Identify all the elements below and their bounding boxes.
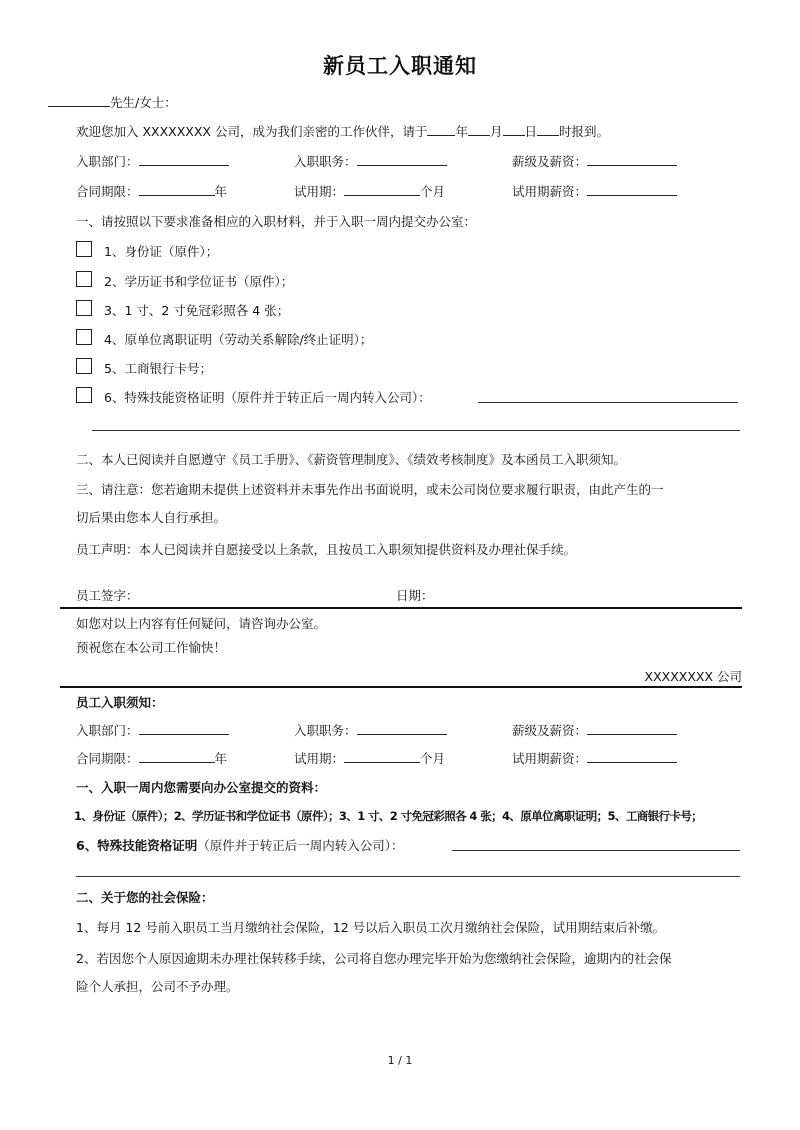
notice-s2-p2-line2: 险个人承担，公司不予办理。 — [76, 979, 239, 994]
notice-item6-blank[interactable] — [452, 850, 740, 851]
notice-contract-blank[interactable] — [139, 750, 215, 763]
material-item-3: 3、1 寸、2 寸免冠彩照各 4 张； — [104, 303, 290, 318]
material-item-2: 2、学历证书和学位证书（原件）； — [104, 274, 294, 289]
divider-1 — [60, 607, 742, 609]
wish-text: 预祝您在本公司工作愉快！ — [76, 640, 227, 655]
notice-item6-extra-line[interactable] — [76, 876, 740, 877]
notice-s2-p2-line1: 2、若因您个人原因逾期未办理社保转移手续，公司将自您办理完毕开始为您缴纳社会保险，逾期内的社会保 — [76, 951, 672, 966]
report-label: 时报到。 — [559, 124, 610, 139]
company-signoff: XXXXXXXX 公司 — [644, 669, 742, 684]
checkbox-item-4[interactable] — [76, 329, 92, 345]
notice-position-blank[interactable] — [357, 722, 447, 735]
position-field — [294, 152, 447, 170]
salary-blank[interactable] — [587, 153, 677, 166]
hour-blank[interactable] — [537, 123, 559, 136]
probation-salary-blank[interactable] — [587, 183, 677, 196]
section2-text: 二、本人已阅读并自愿遵守《员工手册》、《薪资管理制度》、《绩效考核制度》及本函员工入职须知。 — [76, 452, 627, 467]
probation-label: 试用期： — [294, 184, 345, 199]
section3-line1: 三、请注意：您若逾期未提供上述资料并未事先作出书面说明，或未公司岗位要求履行职责，由此产生的一 — [76, 482, 664, 497]
checkbox-item-6[interactable] — [76, 387, 92, 403]
name-blank[interactable] — [48, 94, 110, 107]
dept-field — [76, 152, 229, 170]
notice-probation-salary-label: 试用期薪资： — [512, 751, 588, 766]
notice-probation-blank[interactable] — [344, 750, 420, 763]
notice-heading: 员工入职须知： — [76, 695, 164, 710]
page-number: 1 / 1 — [387, 1054, 413, 1067]
probation-field — [294, 182, 445, 200]
notice-contract-label: 合同期限： — [76, 751, 139, 766]
divider-2 — [60, 686, 742, 688]
notice-dept-field — [76, 721, 229, 739]
notice-position-label: 入职职务： — [294, 723, 357, 738]
notice-s2-heading: 二、关于您的社会保险： — [76, 890, 214, 905]
salary-field — [512, 152, 677, 170]
salary-label: 薪级及薪资： — [512, 154, 588, 169]
year-label: 年 — [455, 124, 468, 139]
notice-probation-unit: 个月 — [420, 751, 446, 766]
probation-salary-label: 试用期薪资： — [512, 184, 588, 199]
salutation-text: 先生/女士： — [110, 95, 177, 110]
contract-unit: 年 — [214, 184, 228, 199]
notice-s1-list: 1、身份证（原件）；2、学历证书和学位证书（原件）；3、1 寸、2 寸免冠彩照各 4 张；4、原单位离职证明；5、工商银行卡号； — [74, 809, 703, 823]
checkbox-item-2[interactable] — [76, 271, 92, 287]
checkbox-item-1[interactable] — [76, 241, 92, 257]
contract-field — [76, 182, 227, 200]
checkbox-item-5[interactable] — [76, 358, 92, 374]
contract-label: 合同期限： — [76, 184, 139, 199]
notice-salary-field — [512, 721, 677, 739]
probation-salary-field — [512, 182, 677, 200]
notice-dept-blank[interactable] — [139, 722, 229, 735]
notice-salary-blank[interactable] — [587, 722, 677, 735]
notice-position-field — [294, 721, 447, 739]
notice-s1-heading: 一、入职一周内您需要向办公室提交的资料： — [76, 780, 327, 795]
item6-extra-line[interactable] — [92, 430, 740, 431]
notice-probation-field — [294, 749, 445, 767]
month-blank[interactable] — [468, 123, 490, 136]
dept-label: 入职部门： — [76, 154, 139, 169]
employee-declaration: 员工声明：本人已阅读并自愿接受以上条款，且按员工入职须知提供资料及办理社保手续。 — [76, 542, 577, 557]
probation-unit: 个月 — [420, 184, 446, 199]
material-item-1: 1、身份证（原件）； — [104, 244, 219, 259]
notice-item6 — [76, 836, 403, 854]
year-blank[interactable] — [427, 123, 455, 136]
position-label: 入职职务： — [294, 154, 357, 169]
material-item-4: 4、原单位离职证明（劳动关系解除/终止证明）； — [104, 332, 373, 347]
notice-s2-p1: 1、每月 12 号前入职员工当月缴纳社会保险，12 号以后入职员工次月缴纳社会保险，试用期结束后补缴。 — [76, 920, 666, 935]
day-blank[interactable] — [503, 123, 525, 136]
welcome-line — [76, 122, 609, 140]
notice-item6-note: （原件并于转正后一周内转入公司）： — [197, 838, 404, 853]
notice-dept-label: 入职部门： — [76, 723, 139, 738]
contact-question: 如您对以上内容有任何疑问，请咨询办公室。 — [76, 616, 327, 631]
position-blank[interactable] — [357, 153, 447, 166]
section3-line2: 切后果由您本人自行承担。 — [76, 510, 227, 525]
material-item-6: 6、特殊技能资格证明（原件并于转正后一周内转入公司）： — [104, 390, 431, 405]
notice-contract-field — [76, 749, 227, 767]
contract-blank[interactable] — [139, 183, 215, 196]
probation-blank[interactable] — [344, 183, 420, 196]
welcome-text: 欢迎您加入 XXXXXXXX 公司，成为我们亲密的工作伙伴，请于 — [76, 124, 428, 139]
checkbox-item-3[interactable] — [76, 300, 92, 316]
section1-heading: 一、请按照以下要求准备相应的入职材料，并于入职一周内提交办公室： — [76, 214, 477, 229]
notice-item6-label: 6、特殊技能资格证明 — [76, 838, 198, 853]
salutation-line — [48, 93, 177, 111]
month-label: 月 — [489, 124, 503, 139]
dept-blank[interactable] — [139, 153, 229, 166]
notice-salary-label: 薪级及薪资： — [512, 723, 588, 738]
page-title: 新员工入职通知 — [323, 54, 477, 78]
notice-probation-label: 试用期： — [294, 751, 345, 766]
notice-probation-salary-blank[interactable] — [587, 750, 677, 763]
day-label: 日 — [524, 124, 538, 139]
item6-blank[interactable] — [478, 402, 738, 403]
notice-contract-unit: 年 — [214, 751, 228, 766]
notice-probation-salary-field — [512, 749, 677, 767]
signature-label: 员工签字： — [76, 588, 139, 603]
material-item-5: 5、工商银行卡号； — [104, 361, 212, 376]
date-label: 日期： — [396, 588, 434, 603]
